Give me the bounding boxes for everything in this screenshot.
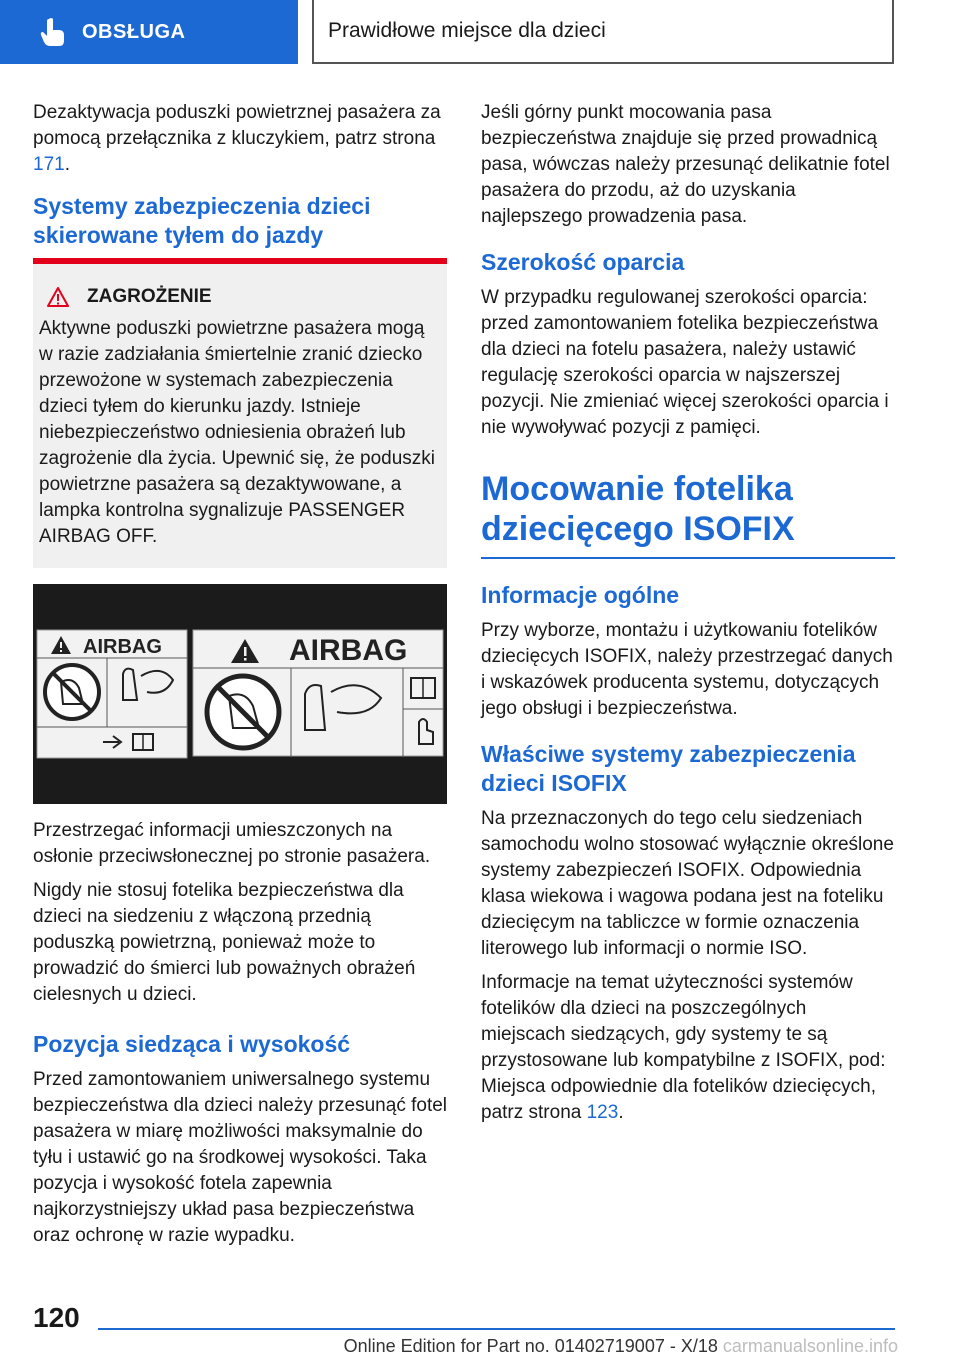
page-title: Prawidłowe miejsce dla dzieci [312, 0, 894, 64]
page-link-171[interactable]: 171 [33, 154, 65, 175]
warning-triangle-icon [47, 287, 69, 307]
heading-general: Informacje ogólne [481, 582, 680, 608]
section-tab-obsluga[interactable] [0, 0, 298, 64]
section-tab-label: OBSŁUGA [82, 20, 186, 43]
heading-rear-facing: Systemy zabezpieczenia dzieci skierowane tyłem do jazdy [33, 193, 371, 248]
right-column [481, 100, 895, 1134]
page-link-123[interactable]: 123 [586, 1102, 619, 1123]
left-column [33, 100, 447, 1257]
intro-paragraph [33, 100, 447, 178]
para-general: Przy wyborze, montażu i użytkowaniu fotelików dziecięcych ISOFIX, należy przestrzegać danych i wskazówek producenta systemu, dotyczących jego obsługi i bezpieczeństwa. [481, 620, 893, 719]
info-text: Informacje na temat użyteczności systemów fotelików dla dzieci na poszczególnych miejscach siedzących, gdy systemy te są przystosowane lub kompatybilne z ISOFIX, pod: Miejsca odpowiednie dla fotelików dziecięcych, patrz strona [481, 972, 886, 1123]
warning-title-row [39, 284, 437, 310]
para-proper: Na przeznaczonych do tego celu siedzeniach samochodu wolno stosować wyłącznie określone systemy zabezpieczeń ISOFIX. Odpowiednia klasa wiekowa i wagowa podana jest na foteliku dziecięcym na tabliczce w formie oznaczenia literowego lub informacji o normie ISO. [481, 808, 894, 959]
info-end: . [618, 1102, 624, 1123]
hand-pointer-icon [40, 17, 66, 47]
heading-isofix: Mocowanie fotelika dziecięcego ISOFIX [481, 469, 895, 559]
airbag-warning-label-image [33, 584, 447, 804]
airbag-label-illustration [33, 584, 447, 804]
para-width: W przypadku regulowanej szerokości oparcia: przed zamontowaniem fotelika bezpieczeństwa dla dzieci na fotelu pasażera, należy ustawić regulację szerokości oparcia w najszerszej pozycji. Nie zmieniać więcej szerokości oparcia i nie wywoływać pozycji z pamięci. [481, 287, 889, 438]
footer-edition [344, 1336, 898, 1357]
para-never: Nigdy nie stosuj fotelika bezpieczeństwa dla dzieci na siedzeniu z włączoną przednią poduszką powietrzną, ponieważ może to prowadzić do śmierci lub poważnych obrażeń cielesnych u dzieci. [33, 880, 416, 1005]
heading-proper: Właściwe systemy zabezpieczenia dzieci ISOFIX [481, 741, 856, 796]
intro-end: . [64, 154, 70, 175]
para-belt: Jeśli górny punkt mocowania pasa bezpieczeństwa znajduje się przed prowadnicą pasa, wówczas należy przesunąć delikatnie fotel pasażera do przodu, aż do uzyskania najlepszego prowadzenia pasa. [481, 102, 890, 227]
para-observe: Przestrzegać informacji umieszczonych na osłonie przeciwsłonecznej po stronie pasażera. [33, 820, 431, 867]
heading-width: Szerokość oparcia [481, 249, 685, 275]
warning-title: ZAGROŻENIE [87, 286, 212, 307]
footer-divider [98, 1328, 895, 1330]
airbag-label-small-text: AIRBAG [83, 636, 162, 658]
para-info [481, 970, 895, 1126]
page-number: 120 [33, 1302, 80, 1333]
airbag-label-large-text: AIRBAG [289, 634, 408, 667]
intro-text: Dezaktywacja poduszki powietrznej pasażera za pomocą przełącznika z kluczykiem, patrz strona [33, 102, 441, 149]
edition-text: Online Edition for Part no. 01402719007 - X/18 [343, 1336, 718, 1356]
warning-box [33, 258, 447, 568]
watermark: carmanualsonline.info [722, 1336, 898, 1356]
warning-text: Aktywne poduszki powietrzne pasażera mogą w razie zadziałania śmiertelnie zranić dziecko przewożone w systemach zabezpieczenia dzieci tyłem do kierunku jazdy. Istnieje niebezpieczeństwo odniesienia obrażeń lub zagrożenie dla życia. Upewnić się, że poduszki powietrzne pasażera są dezaktywowane, a lampka kontrolna sygnalizuje PASSENGER AIRBAG OFF. [39, 318, 436, 547]
heading-position: Pozycja siedząca i wysokość [33, 1031, 351, 1057]
para-position: Przed zamontowaniem uniwersalnego systemu bezpieczeństwa dla dzieci należy przesunąć fotel pasażera w miarę możliwości maksymalnie do tyłu i ustawić go na środkowej wysokości. Taka pozycja i wysokość fotela zapewnia najkorzystniejszy układ pasa bezpieczeństwa oraz ochronę w razie wypadku. [33, 1069, 448, 1246]
